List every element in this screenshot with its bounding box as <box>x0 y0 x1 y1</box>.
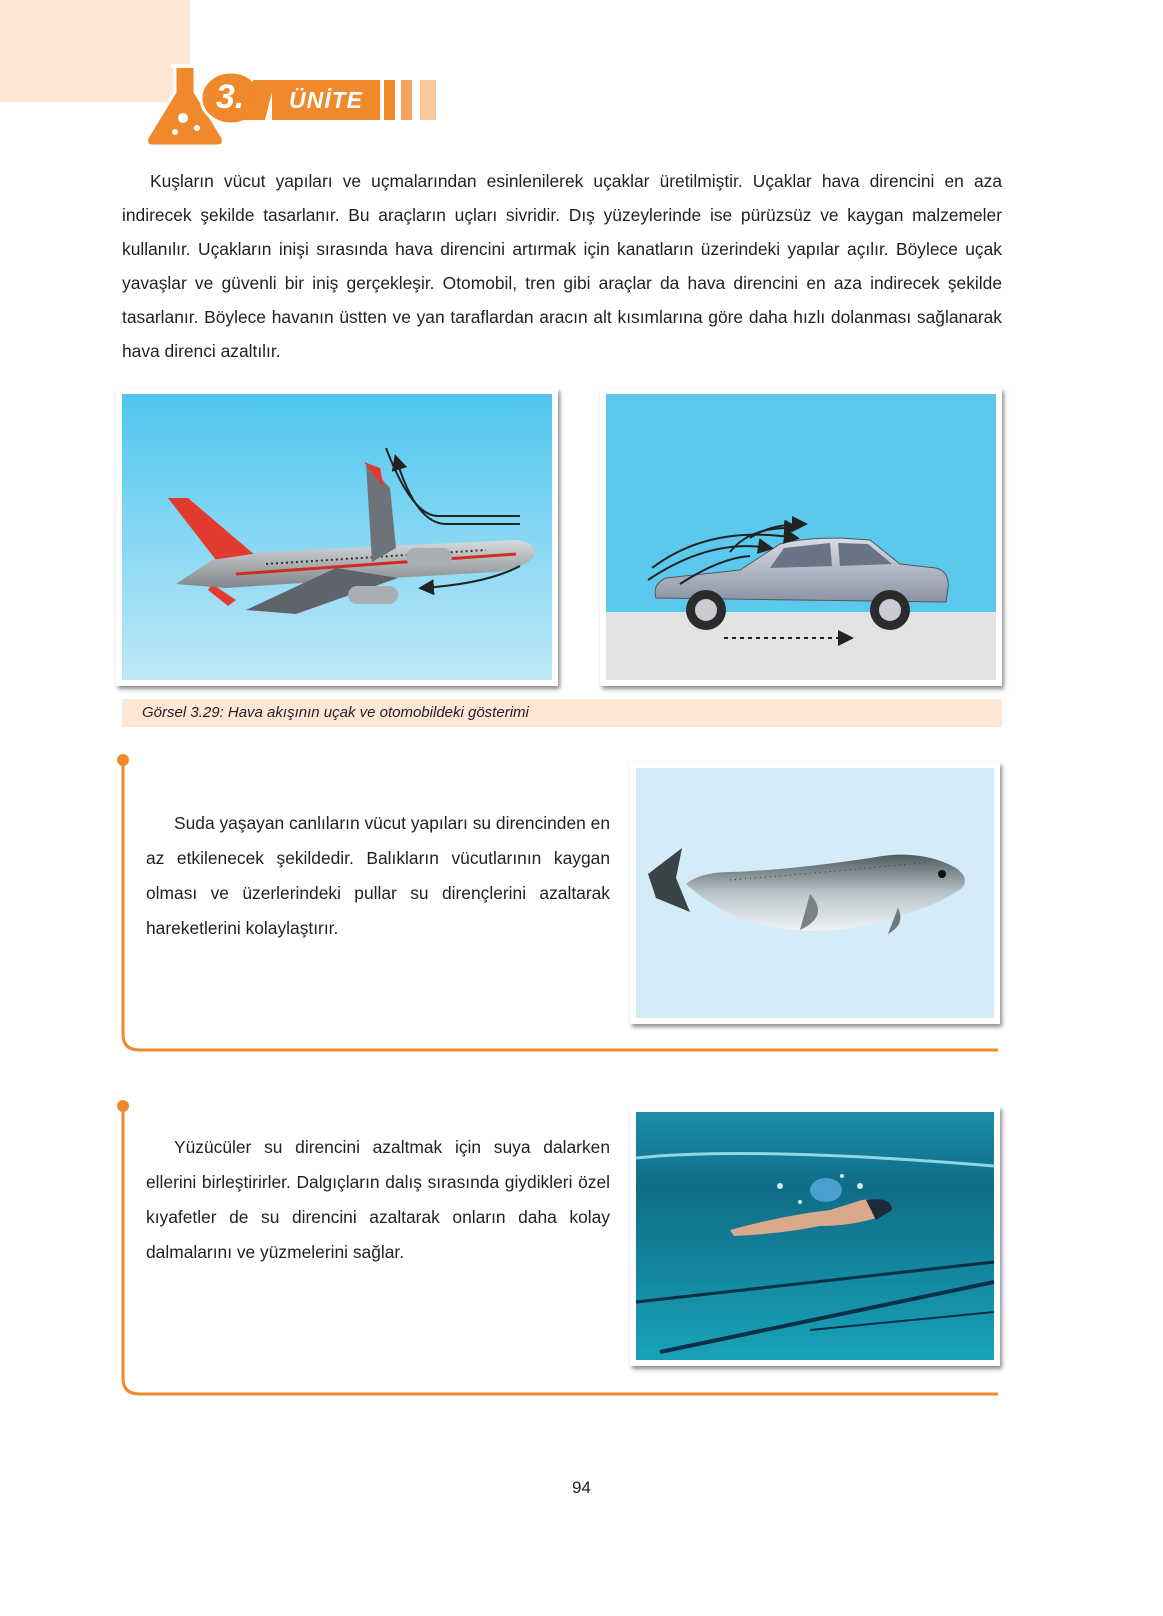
unit-title: ÜNİTE <box>272 80 380 120</box>
fish-image <box>630 762 1000 1024</box>
fish-info-text: Suda yaşayan canlıların vücut yapıları su direncinden en az etkilenecek şekildedir. Balıkların vücutlarının kaygan olması ve üzerlerindeki pullar su dirençlerini azaltarak hareketlerini kolaylaştırır. <box>146 813 610 938</box>
intro-paragraph: Kuşların vücut yapıları ve uçmalarından esinlenilerek uçaklar üretilmiştir. Uçaklar hava direncini en aza indirecek şekilde tasarlanır. Bu araçların uçları sivridir. Dış yüzeylerinde ise pürüzsüz ve kaygan malzemeler kullanılır. Uçakların inişi sırasında hava direncini artırmak için kanatların üzerindeki yapılar açılır. Böylece uçak yavaşlar ve güvenli bir iniş gerçekleşir. Otomobil, tren gibi araçlar da hava direncini en aza indirecek şekilde tasarlanır. Böylece havanın üstten ve yan taraflardan aracın alt kısımlarına göre daha hızlı dolanması sağlanarak hava direnci azaltılır. <box>122 171 1002 361</box>
figure-caption: Görsel 3.29: Hava akışının uçak ve otomobildeki gösterimi <box>122 699 1002 727</box>
airplane-airflow-image <box>116 388 558 686</box>
swimmer-image <box>630 1106 1000 1366</box>
swimmer-info-text: Yüzücüler su direncini azaltmak için suya dalarken ellerini birleştirirler. Dalgıçların dalış sırasında giydikleri özel kıyafetler de su direncini azaltarak onların daha kolay dalmalarını ve yüzmelerini sağlar. <box>146 1137 610 1262</box>
car-airflow-image <box>600 388 1002 686</box>
unit-number: 3. <box>215 78 245 116</box>
header-bars <box>384 80 454 120</box>
page-number: 94 <box>572 1478 591 1497</box>
